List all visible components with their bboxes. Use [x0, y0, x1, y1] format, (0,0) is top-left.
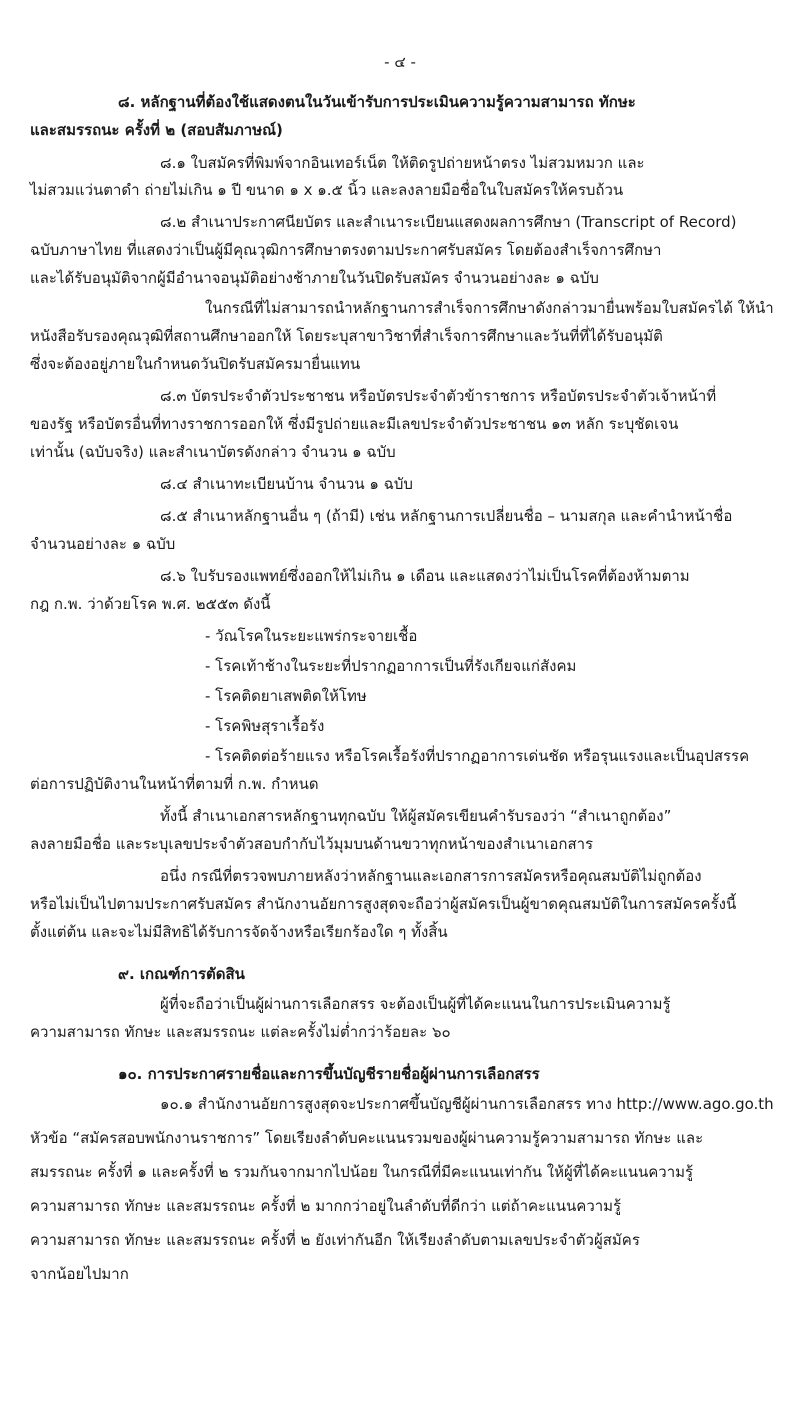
item-8-2-note-cont: หนังสือรับรองคุณวุฒิที่สถานศึกษาออกให้ โดยระบุสาขาวิชาที่สำเร็จการศึกษาและวันที่ที่ได้รับอนุมัติ	[30, 327, 663, 345]
section-10-heading: ๑๐. การประกาศรายชื่อและการขึ้นบัญชีรายชื่อผู้ผ่านการเลือกสรร	[118, 1065, 540, 1083]
item-8-2-note-cont2: ซึ่งจะต้องอยู่ภายในกำหนดวันปิดรับสมัครมายื่นแทน	[30, 355, 361, 373]
item-10-1-cont3: ความสามารถ ทักษะ และสมรรถนะ ครั้งที่ ๒ มากกว่าอยู่ในลำดับที่ดีกว่า แต่ถ้าคะแนนความรู้	[30, 1197, 622, 1215]
item-10-1-cont: หัวข้อ “สมัครสอบพนักงานราชการ” โดยเรียงลำดับคะแนนรวมของผู้ผ่านความรู้ความสามารถ ทักษะ และ	[30, 1129, 704, 1147]
item-8-3-cont2: เท่านั้น (ฉบับจริง) และสำเนาบัตรดังกล่าว จำนวน ๑ ฉบับ	[30, 443, 396, 461]
disease-item: - วัณโรคในระยะแพร่กระจายเชื้อ	[205, 627, 418, 645]
copy-certify-note-cont: ลงลายมือชื่อ และระบุเลขประจำตัวสอบกำกับไว้มุมบนด้านขวาทุกหน้าของสำเนาเอกสาร	[30, 835, 594, 853]
disqualification-note-cont2: ตั้งแต่ต้น และจะไม่มีสิทธิได้รับการจัดจ้างหรือเรียกร้องใด ๆ ทั้งสิ้น	[30, 923, 448, 941]
copy-certify-note: ทั้งนี้ สำเนาเอกสารหลักฐานทุกฉบับ ให้ผู้สมัครเขียนคำรับรองว่า “สำเนาถูกต้อง”	[160, 807, 672, 825]
item-8-3: ๘.๓ บัตรประจำตัวประชาชน หรือบัตรประจำตัวข้าราชการ หรือบัตรประจำตัวเจ้าหน้าที่	[160, 387, 717, 405]
item-10-1-cont4: ความสามารถ ทักษะ และสมรรถนะ ครั้งที่ ๒ ยังเท่ากันอีก ให้เรียงลำดับตามเลขประจำตัวผู้สมัคร	[30, 1231, 640, 1249]
section-8-heading: ๘. หลักฐานที่ต้องใช้แสดงตนในวันเข้ารับการประเมินความรู้ความสามารถ ทักษะ	[118, 93, 636, 111]
item-10-1-cont5: จากน้อยไปมาก	[30, 1265, 129, 1283]
disease-item: - โรคติดต่อร้ายแรง หรือโรคเรื้อรังที่ปรากฏอาการเด่นชัด หรือรุนแรงและเป็นอุปสรรค	[205, 747, 750, 765]
item-8-4: ๘.๔ สำเนาทะเบียนบ้าน จำนวน ๑ ฉบับ	[160, 475, 413, 493]
disease-item-cont: ต่อการปฏิบัติงานในหน้าที่ตามที่ ก.พ. กำหนด	[30, 775, 319, 793]
item-8-2-cont: ฉบับภาษาไทย ที่แสดงว่าเป็นผู้มีคุณวุฒิการศึกษาตรงตามประกาศรับสมัคร โดยต้องสำเร็จการศึกษา	[30, 241, 662, 259]
section-9-heading: ๙. เกณฑ์การตัดสิน	[118, 965, 245, 983]
disqualification-note-cont: หรือไม่เป็นไปตามประกาศรับสมัคร สำนักงานอัยการสูงสุดจะถือว่าผู้สมัครเป็นผู้ขาดคุณสมบัติในการสมัครครั้งนี้	[30, 895, 737, 913]
item-8-6: ๘.๖ ใบรับรองแพทย์ซึ่งออกให้ไม่เกิน ๑ เดือน และแสดงว่าไม่เป็นโรคที่ต้องห้ามตาม	[160, 567, 690, 585]
disease-item: - โรคติดยาเสพติดให้โทษ	[205, 687, 367, 705]
item-8-2-note: ในกรณีที่ไม่สามารถนำหลักฐานการสำเร็จการศึกษาดังกล่าวมายื่นพร้อมใบสมัครได้ ให้นำ	[205, 299, 774, 317]
page-number: - ๔ -	[384, 53, 416, 71]
disease-item: - โรคพิษสุราเรื้อรัง	[205, 717, 325, 735]
item-8-5: ๘.๕ สำเนาหลักฐานอื่น ๆ (ถ้ามี) เช่น หลักฐานการเปลี่ยนชื่อ – นามสกุล และคำนำหน้าชื่อ	[160, 507, 733, 525]
item-8-1-cont: ไม่สวมแว่นตาดำ ถ่ายไม่เกิน ๑ ปี ขนาด ๑ x ๑.๕ นิ้ว และลงลายมือชื่อในใบสมัครให้ครบถ้วน	[30, 181, 624, 199]
section-8-heading-cont: และสมรรถนะ ครั้งที่ ๒ (สอบสัมภาษณ์)	[30, 121, 283, 139]
disqualification-note: อนึ่ง กรณีที่ตรวจพบภายหลังว่าหลักฐานและเอกสารการสมัครหรือคุณสมบัติไม่ถูกต้อง	[160, 867, 702, 885]
item-10-1-cont2: สมรรถนะ ครั้งที่ ๑ และครั้งที่ ๒ รวมกันจากมากไปน้อย ในกรณีที่มีคะแนนเท่ากัน ให้ผู้ที่ได้คะแนนความรู้	[30, 1163, 694, 1181]
item-8-6-cont: กฎ ก.พ. ว่าด้วยโรค พ.ศ. ๒๕๕๓ ดังนี้	[30, 595, 271, 613]
item-8-5-cont: จำนวนอย่างละ ๑ ฉบับ	[30, 535, 176, 553]
item-10-1: ๑๐.๑ สำนักงานอัยการสูงสุดจะประกาศขึ้นบัญชีผู้ผ่านการเลือกสรร ทาง http://www.ago.go.th	[160, 1095, 774, 1113]
item-8-1: ๘.๑ ใบสมัครที่พิมพ์จากอินเทอร์เน็ต ให้ติดรูปถ่ายหน้าตรง ไม่สวมหมวก และ	[160, 154, 645, 172]
disease-item: - โรคเท้าช้างในระยะที่ปรากฏอาการเป็นที่รังเกียจแก่สังคม	[205, 657, 577, 675]
item-8-3-cont: ของรัฐ หรือบัตรอื่นที่ทางราชการออกให้ ซึ่งมีรูปถ่ายและมีเลขประจำตัวประชาชน ๑๓ หลัก ระบุชัดเจน	[30, 415, 679, 433]
section-9-text: ผู้ที่จะถือว่าเป็นผู้ผ่านการเลือกสรร จะต้องเป็นผู้ที่ได้คะแนนในการประเมินความรู้	[160, 995, 671, 1013]
section-9-text-cont: ความสามารถ ทักษะ และสมรรถนะ แต่ละครั้งไม่ต่ำกว่าร้อยละ ๖๐	[30, 1023, 451, 1041]
item-8-2-cont2: และได้รับอนุมัติจากผู้มีอำนาจอนุมัติอย่างช้าภายในวันปิดรับสมัคร จำนวนอย่างละ ๑ ฉบับ	[30, 269, 599, 287]
item-8-2: ๘.๒ สำเนาประกาศนียบัตร และสำเนาระเบียนแสดงผลการศึกษา (Transcript of Record)	[160, 213, 737, 231]
